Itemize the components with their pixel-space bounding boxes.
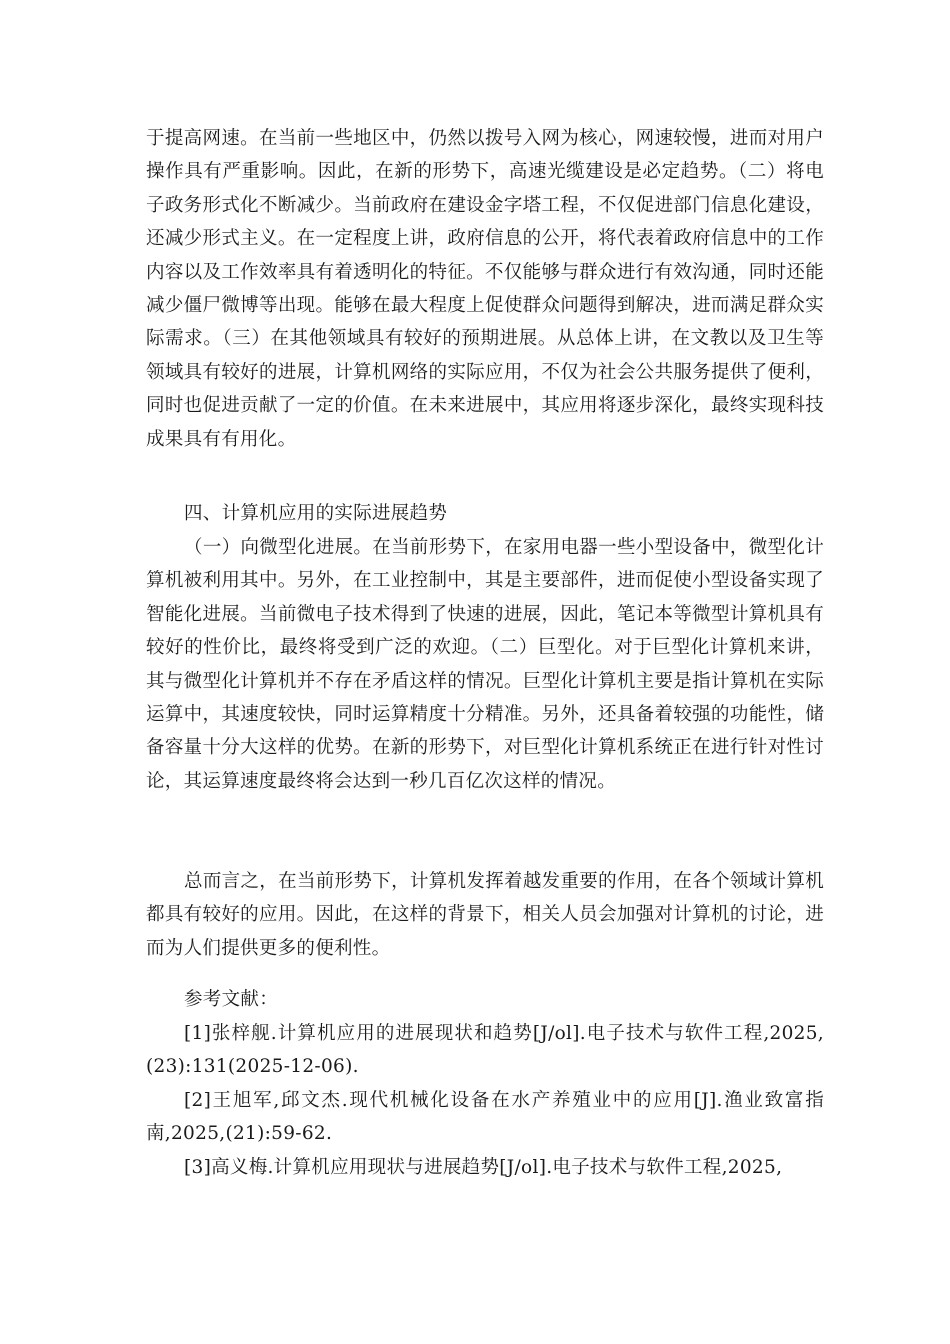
references-heading: 参考文献： — [184, 989, 279, 1010]
reference-item-3: [3]高义梅.计算机应用现状与进展趋势[J/ol].电子技术与软件工程,2025, — [184, 1157, 783, 1178]
section-heading-4: 四、计算机应用的实际进展趋势 — [184, 503, 448, 524]
body-paragraph-network-egov: 于提高网速。在当前一些地区中，仍然以拨号入网为核心，网速较慢，进而对用户操作具有严重影响。因此，在新的形势下，高速光缆建设是必定趋势。（二）将电子政务形式化不断减少。当前政府在建设金字塔工程，不仅促进部门信息化建设，还减少形式主义。在一定程度上讲，政府信息的公开，将代表着政府信息中的工作内容以及工作效率具有着透明化的特征。不仅能够与群众进行有效沟通，同时还能减少僵尸微博等出现。能够在最大程度上促使群众问题得到解决，进而满足群众实际需求。（三）在其他领域具有较好的预期进展。从总体上讲，在文教以及卫生等领域具有较好的进展，计算机网络的实际应用，不仅为社会公共服务提供了便利，同时也促进贡献了一定的价值。在未来进展中，其应用将逐步深化，最终实现科技成果具有有用化。 — [146, 128, 824, 450]
reference-item-2: [2]王旭军,邱文杰.现代机械化设备在水产养殖业中的应用[J].渔业致富指南,2025,(21):59-62. — [146, 1090, 824, 1145]
reference-item-1: [1]张梓舰.计算机应用的进展现状和趋势[J/ol].电子技术与软件工程,2025,(23):131(2025-12-06). — [146, 1023, 824, 1078]
body-paragraph-miniaturization: （一）向微型化进展。在当前形势下，在家用电器一些小型设备中，微型化计算机被利用其中。另外，在工业控制中，其是主要部件，进而促使小型设备实现了智能化进展。当前微电子技术得到了快速的进展，因此，笔记本等微型计算机具有较好的性价比，最终将受到广泛的欢迎。（二）巨型化。对于巨型化计算机来讲，其与微型化计算机并不存在矛盾这样的情况。巨型化计算机主要是指计算机在实际运算中，其速度较快，同时运算精度十分精准。另外，还具备着较强的功能性，储备容量十分大这样的优势。在新的形势下，对巨型化计算机系统正在进行针对性讨论，其运算速度最终将会达到一秒几百亿次这样的情况。 — [146, 537, 824, 792]
body-paragraph-conclusion: 总而言之，在当前形势下，计算机发挥着越发重要的作用，在各个领域计算机都具有较好的应用。因此，在这样的背景下，相关人员会加强对计算机的讨论，进而为人们提供更多的便利性。 — [146, 871, 824, 959]
